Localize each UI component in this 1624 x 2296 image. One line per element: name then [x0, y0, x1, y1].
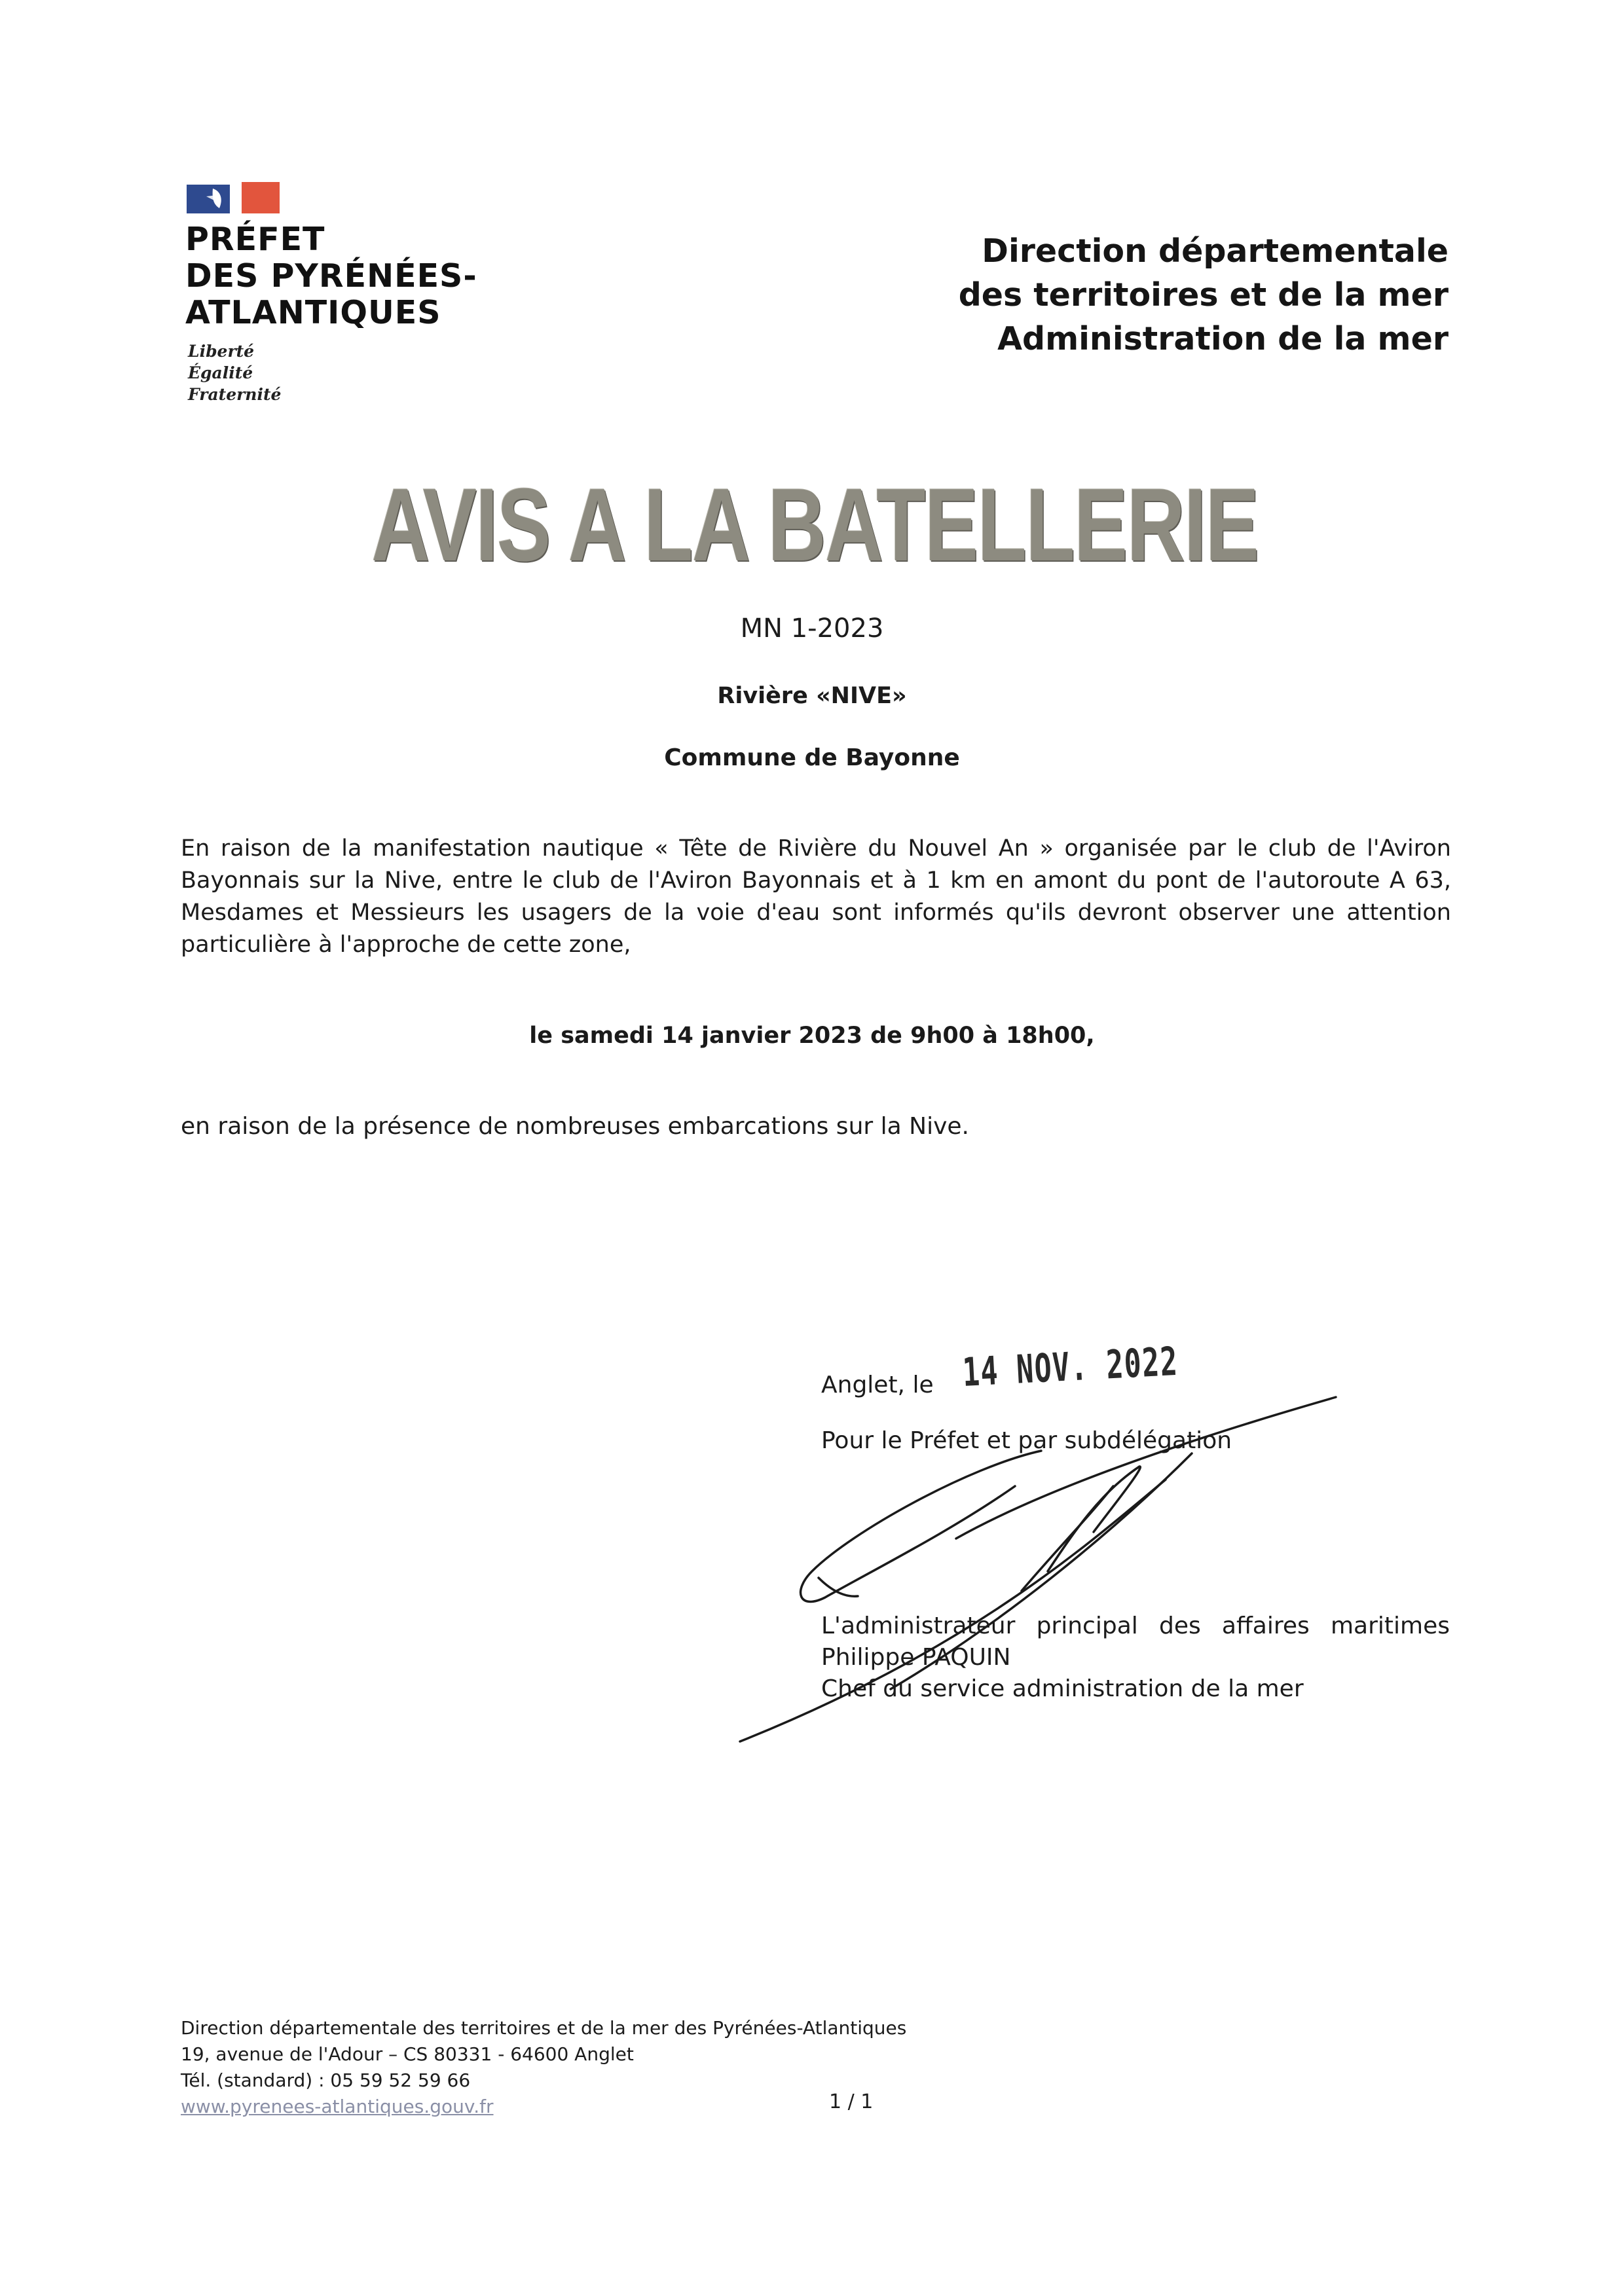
- notice-body: En raison de la manifestation nautique « Tête de Rivière du Nouvel An » organisée par le club de l'Aviron Bayonnais sur la Nive, entre le club de l'Aviron Bayonnais et à 1 km en amont du pont de l'autoroute A 63, Mesdames et Messieurs les usagers de la voie d'eau sont informés qu'ils devront observer une attention particulière à l'approche de cette zone,: [181, 835, 1451, 958]
- prefet-line: DES PYRÉNÉES-: [185, 257, 477, 295]
- notice-reason: en raison de la présence de nombreuses embarcations sur la Nive.: [181, 1113, 969, 1140]
- motto-line: Fraternité: [188, 385, 282, 404]
- delegation-line: Pour le Préfet et par subdélégation: [821, 1427, 1232, 1454]
- date-stamp: 14 NOV. 2022: [961, 1338, 1179, 1396]
- signer-name: Philippe PAQUIN: [821, 1644, 1011, 1671]
- footer: [181, 2015, 906, 2120]
- event-date: le samedi 14 janvier 2023 de 9h00 à 18h00,: [529, 1023, 1095, 1049]
- signer-title: L'administrateur principal des affaires maritimes: [821, 1613, 1450, 1639]
- direction-line: des territoires et de la mer: [958, 276, 1449, 314]
- prefet-title: [185, 221, 500, 331]
- motto-line: Liberté: [188, 342, 255, 361]
- footer-line: Direction départementale des territoires et de la mer des Pyrénées-Atlantiques: [181, 2017, 907, 2039]
- footer-address: 19, avenue de l'Adour – CS 80331 - 64600 Anglet: [181, 2043, 634, 2065]
- signing-place: Anglet, le: [821, 1372, 934, 1398]
- notice-reference: MN 1-2023: [740, 613, 884, 644]
- motto-line: Égalité: [188, 363, 253, 382]
- website-link[interactable]: www.pyrenees-atlantiques.gouv.fr: [181, 2096, 494, 2117]
- direction-line: Direction départementale: [982, 232, 1449, 270]
- river-name: Rivière «NIVE»: [717, 683, 907, 709]
- prefet-line: ATLANTIQUES: [185, 294, 441, 331]
- direction-line: Administration de la mer: [997, 320, 1449, 357]
- republic-motto: [188, 340, 281, 405]
- page-number: 1 / 1: [829, 2090, 874, 2113]
- notice-title: AVIS A LA BATELLERIE: [371, 467, 1259, 583]
- signer-role: Chef du service administration de la mer: [821, 1675, 1304, 1702]
- signer-block: [821, 1611, 1450, 1705]
- marianne-logo-icon: [187, 182, 282, 216]
- footer-phone: Tél. (standard) : 05 59 52 59 66: [181, 2069, 471, 2091]
- commune-name: Commune de Bayonne: [664, 744, 960, 771]
- prefet-line: PRÉFET: [185, 221, 325, 258]
- issuing-direction: [859, 229, 1449, 361]
